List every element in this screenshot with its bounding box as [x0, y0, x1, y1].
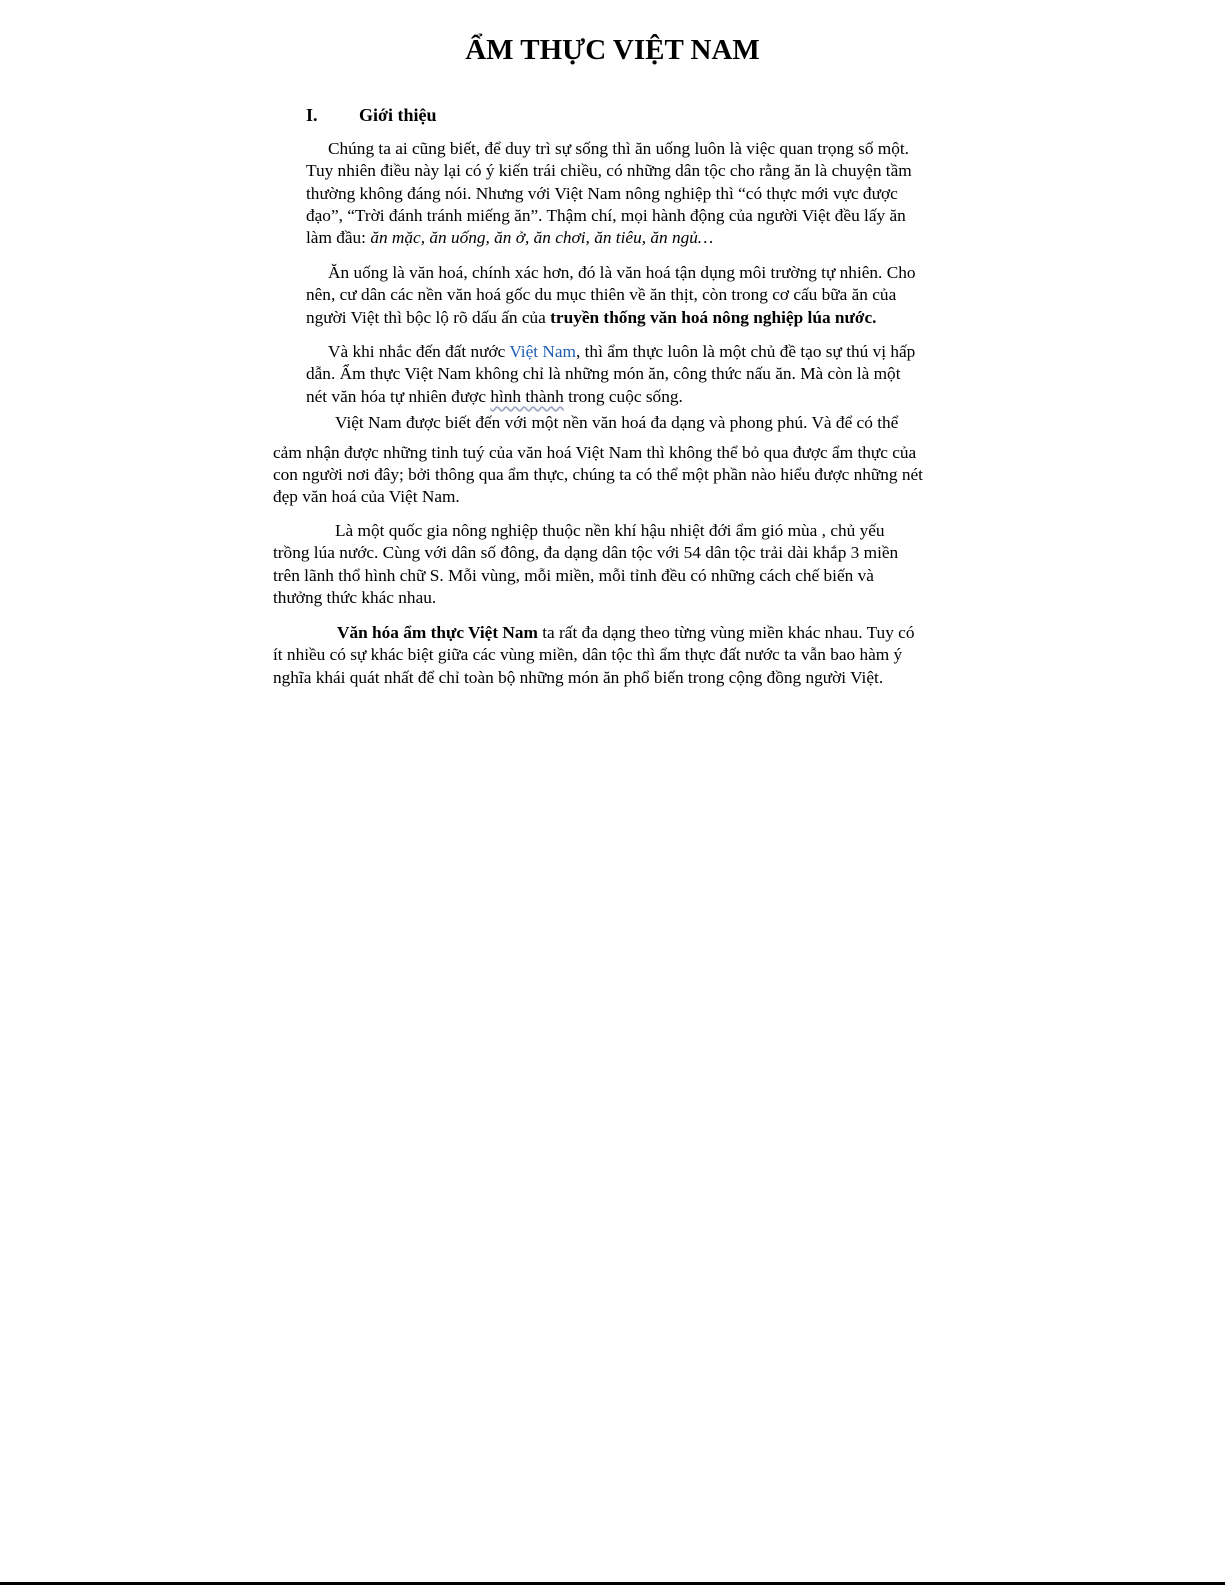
paragraph-line [306, 227, 912, 249]
paragraph-3 [306, 341, 915, 408]
paragraph-line: cảm nhận được những tinh tuý của văn hoá Việt Nam thì không thể bỏ qua được ẩm thực của [273, 442, 917, 462]
text-run: làm đầu: [306, 228, 371, 248]
paragraph-line [306, 386, 915, 408]
italic-text-run: ăn mặc, ăn uống, ăn ở, ăn chơi, ăn tiêu, ăn ngủ… [370, 228, 714, 248]
paragraph-line: Là một quốc gia nông nghiệp thuộc nền khí hậu nhiệt đới ẩm gió mùa , chủ yếu [335, 521, 885, 540]
paragraph-line: Tuy nhiên điều này lại có ý kiến trái chiều, có những dân tộc cho rằng ăn là chuyện tầm [306, 161, 912, 181]
bold-text-run: Văn hóa ẩm thực Việt Nam [337, 623, 538, 642]
paragraph-line: thường không đáng nói. Nhưng với Việt Nam nông nghiệp thì “có thực mới vực được [306, 183, 898, 203]
paragraph-2 [306, 262, 916, 329]
paragraph-line: nghĩa khái quát nhất để chỉ toàn bộ những món ăn phổ biến trong cộng đồng người Việt. [273, 667, 884, 687]
text-run: trong cuộc sống. [563, 386, 683, 406]
section-heading-text: Giới thiệu [359, 105, 437, 125]
paragraph-5 [273, 520, 898, 609]
grammar-underlined-text: hình thành [490, 386, 564, 406]
paragraph-line: ít nhiều có sự khác biệt giữa các vùng miền, dân tộc thì ẩm thực đất nước ta vẫn bao hàm ý [273, 645, 903, 665]
bold-text-run: truyền thống văn hoá nông nghiệp lúa nước. [550, 307, 877, 327]
paragraph-line: trồng lúa nước. Cùng với dân số đông, đa dạng dân tộc với 54 dân tộc trải dài khắp 3 miền [273, 543, 899, 563]
section-heading [306, 103, 436, 127]
paragraph-6 [273, 622, 914, 689]
paragraph-4 [273, 412, 923, 509]
text-run: , thì ẩm thực luôn là một chủ đề tạo sự thú vị hấp [575, 342, 916, 361]
paragraph-line: Việt Nam được biết đến với một nền văn hoá đa dạng và phong phú. Và để có thể [335, 413, 899, 432]
paragraph-line: trên lãnh thổ hình chữ S. Mỗi vùng, mỗi miền, mỗi tỉnh đều có những cách chế biến và [273, 565, 874, 585]
section-number: I. [306, 105, 318, 125]
text-run: người Việt thì bộc lộ rõ dấu ấn của [306, 307, 551, 327]
text-run: Và khi nhắc đến đất nước [328, 342, 510, 361]
paragraph-line: đẹp văn hoá của Việt Nam. [273, 487, 460, 507]
paragraph-line [306, 307, 916, 329]
paragraph-line [273, 622, 914, 644]
paragraph-line: Chúng ta ai cũng biết, để duy trì sự sống thì ăn uống luôn là việc quan trọng số một. [328, 139, 910, 158]
paragraph-line [306, 341, 915, 363]
paragraph-line: thưởng thức khác nhau. [273, 587, 437, 607]
paragraph-1 [306, 138, 912, 249]
document-title: ẨM THỰC VIỆT NAM [465, 34, 760, 66]
paragraph-line: nên, cư dân các nền văn hoá gốc du mục thiên về ăn thịt, còn trong cơ cấu bữa ăn của [306, 285, 897, 305]
paragraph-line: Ăn uống là văn hoá, chính xác hơn, đó là văn hoá tận dụng môi trường tự nhiên. Cho [328, 263, 916, 282]
text-run: ta rất đa dạng theo từng vùng miền khác nhau. Tuy có [537, 623, 915, 642]
paragraph-line: dẫn. Ẩm thực Việt Nam không chỉ là những món ăn, công thức nấu ăn. Mà còn là một [306, 364, 901, 384]
paragraph-line: con người nơi đây; bởi thông qua ẩm thực, chúng ta có thể một phần nào hiểu được những nét [273, 465, 923, 485]
text-run: nét văn hóa tự nhiên được [306, 386, 491, 406]
paragraph-line: đạo”, “Trời đánh tránh miếng ăn”. Thậm chí, mọi hành động của người Việt đều lấy ăn [306, 205, 906, 225]
viet-nam-link[interactable]: Việt Nam [509, 342, 576, 361]
